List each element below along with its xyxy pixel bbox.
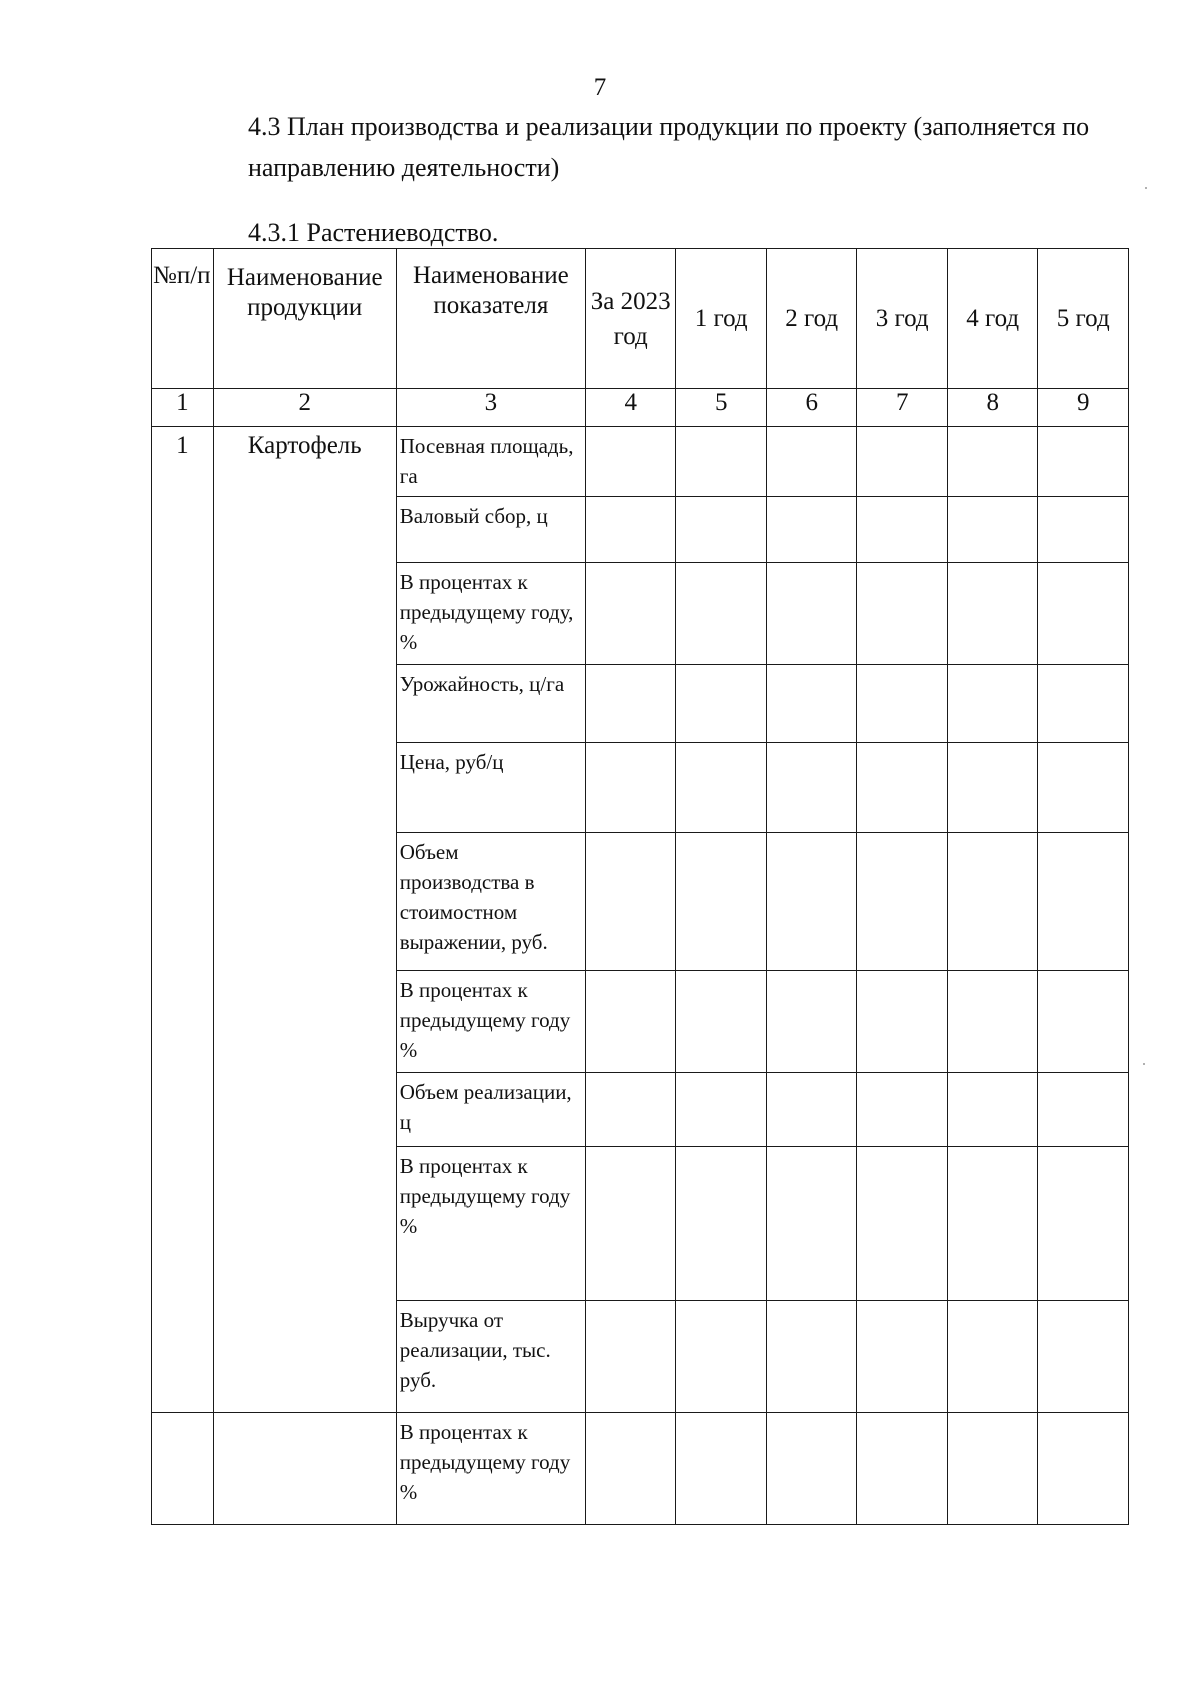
value-cell[interactable] xyxy=(947,1413,1038,1525)
value-cell[interactable] xyxy=(857,1073,948,1147)
column-number: 7 xyxy=(857,389,948,427)
column-number: 4 xyxy=(585,389,676,427)
value-cell[interactable] xyxy=(947,1147,1038,1301)
value-cell[interactable] xyxy=(857,427,948,497)
empty-num-cell xyxy=(152,1413,214,1525)
scan-speck xyxy=(1143,1063,1145,1065)
value-cell[interactable] xyxy=(766,427,857,497)
value-cell[interactable] xyxy=(1038,497,1129,563)
column-number-row xyxy=(152,389,1129,427)
page-number: 7 xyxy=(593,74,607,101)
value-cell[interactable] xyxy=(585,971,676,1073)
section-heading: 4.3 План производства и реализации продукции по проекту (заполняется по направлению деятельности) xyxy=(248,112,1090,182)
value-cell[interactable] xyxy=(585,1073,676,1147)
scan-speck xyxy=(1145,187,1147,189)
value-cell[interactable] xyxy=(676,665,767,743)
value-cell[interactable] xyxy=(1038,665,1129,743)
column-number: 1 xyxy=(152,389,214,427)
value-cell[interactable] xyxy=(766,743,857,833)
value-cell[interactable] xyxy=(766,971,857,1073)
value-cell[interactable] xyxy=(857,665,948,743)
value-cell[interactable] xyxy=(947,427,1038,497)
value-cell[interactable] xyxy=(857,743,948,833)
header-year-4: 4 год xyxy=(947,249,1038,389)
value-cell[interactable] xyxy=(585,497,676,563)
indicator-label: Валовый сбор, ц xyxy=(396,497,585,563)
value-cell[interactable] xyxy=(1038,563,1129,665)
header-indicator: Наименование показателя xyxy=(396,249,585,389)
value-cell[interactable] xyxy=(676,497,767,563)
value-cell[interactable] xyxy=(676,971,767,1073)
column-number: 3 xyxy=(396,389,585,427)
production-plan-table xyxy=(151,248,1129,1525)
value-cell[interactable] xyxy=(947,563,1038,665)
value-cell[interactable] xyxy=(766,1073,857,1147)
value-cell[interactable] xyxy=(947,1073,1038,1147)
column-number: 2 xyxy=(213,389,396,427)
indicator-label: Цена, руб/ц xyxy=(396,743,585,833)
value-cell[interactable] xyxy=(676,427,767,497)
value-cell[interactable] xyxy=(585,563,676,665)
value-cell[interactable] xyxy=(585,1413,676,1525)
header-year-1: 1 год xyxy=(676,249,767,389)
value-cell[interactable] xyxy=(1038,833,1129,971)
value-cell[interactable] xyxy=(1038,1413,1129,1525)
indicator-label: В процентах к предыдущему году % xyxy=(396,1147,585,1301)
indicator-label: В процентах к предыдущему году % xyxy=(396,971,585,1073)
value-cell[interactable] xyxy=(585,1301,676,1413)
header-year-3: 3 год xyxy=(857,249,948,389)
value-cell[interactable] xyxy=(857,971,948,1073)
table-row xyxy=(152,1413,1129,1525)
header-num: №п/п xyxy=(152,249,214,389)
value-cell[interactable] xyxy=(766,497,857,563)
value-cell[interactable] xyxy=(766,563,857,665)
value-cell[interactable] xyxy=(676,833,767,971)
value-cell[interactable] xyxy=(766,1301,857,1413)
value-cell[interactable] xyxy=(585,743,676,833)
value-cell[interactable] xyxy=(766,1413,857,1525)
value-cell[interactable] xyxy=(857,1413,948,1525)
subsection-heading: 4.3.1 Растениеводство. xyxy=(248,218,499,247)
value-cell[interactable] xyxy=(857,497,948,563)
value-cell[interactable] xyxy=(766,833,857,971)
value-cell[interactable] xyxy=(857,833,948,971)
header-row xyxy=(152,249,1129,389)
value-cell[interactable] xyxy=(585,665,676,743)
indicator-label: В процентах к предыдущему году % xyxy=(396,1413,585,1525)
value-cell[interactable] xyxy=(947,1301,1038,1413)
value-cell[interactable] xyxy=(1038,1073,1129,1147)
indicator-label: Урожайность, ц/га xyxy=(396,665,585,743)
value-cell[interactable] xyxy=(766,1147,857,1301)
indicator-label: Посевная площадь, га xyxy=(396,427,585,497)
table-row xyxy=(152,427,1129,497)
indicator-label: В процентах к предыдущему году, % xyxy=(396,563,585,665)
value-cell[interactable] xyxy=(857,563,948,665)
value-cell[interactable] xyxy=(947,971,1038,1073)
row-number: 1 xyxy=(152,427,214,1413)
value-cell[interactable] xyxy=(857,1301,948,1413)
value-cell[interactable] xyxy=(766,665,857,743)
value-cell[interactable] xyxy=(585,1147,676,1301)
product-name: Картофель xyxy=(213,427,396,1413)
value-cell[interactable] xyxy=(676,1413,767,1525)
value-cell[interactable] xyxy=(1038,743,1129,833)
value-cell[interactable] xyxy=(676,1147,767,1301)
header-product: Наименование продукции xyxy=(213,249,396,389)
header-2023: За 2023 год xyxy=(585,249,676,389)
column-number: 6 xyxy=(766,389,857,427)
value-cell[interactable] xyxy=(1038,427,1129,497)
value-cell[interactable] xyxy=(676,1301,767,1413)
indicator-label: Объем реализации, ц xyxy=(396,1073,585,1147)
value-cell[interactable] xyxy=(947,833,1038,971)
value-cell[interactable] xyxy=(676,1073,767,1147)
indicator-label: Выручка от реализации, тыс. руб. xyxy=(396,1301,585,1413)
value-cell[interactable] xyxy=(1038,1301,1129,1413)
indicator-label: Объем производства в стоимостном выражении, руб. xyxy=(396,833,585,971)
header-year-2: 2 год xyxy=(766,249,857,389)
header-year-5: 5 год xyxy=(1038,249,1129,389)
empty-product-cell xyxy=(213,1413,396,1525)
column-number: 9 xyxy=(1038,389,1129,427)
column-number: 8 xyxy=(947,389,1038,427)
value-cell[interactable] xyxy=(857,1147,948,1301)
value-cell[interactable] xyxy=(947,497,1038,563)
value-cell[interactable] xyxy=(585,427,676,497)
column-number: 5 xyxy=(676,389,767,427)
value-cell[interactable] xyxy=(676,563,767,665)
value-cell[interactable] xyxy=(1038,971,1129,1073)
value-cell[interactable] xyxy=(1038,1147,1129,1301)
value-cell[interactable] xyxy=(585,833,676,971)
value-cell[interactable] xyxy=(947,665,1038,743)
value-cell[interactable] xyxy=(676,743,767,833)
value-cell[interactable] xyxy=(947,743,1038,833)
